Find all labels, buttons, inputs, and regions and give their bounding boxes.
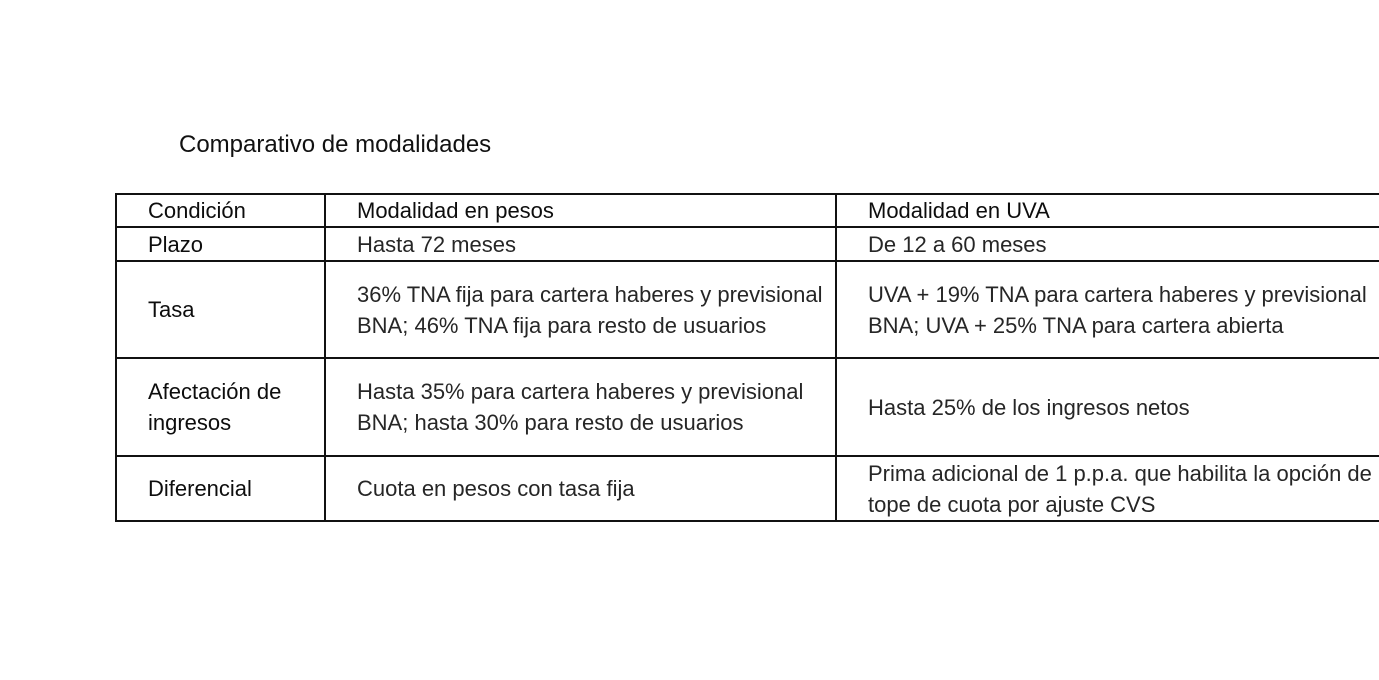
cell-diferencial-uva: Prima adicional de 1 p.p.a. que habilita la opción de tope de cuota por ajuste CVS [836,456,1379,521]
row-label-diferencial: Diferencial [116,456,325,521]
table-header-row [116,194,1379,227]
table-row [116,261,1379,358]
row-label-afectacion: Afectación de ingresos [116,358,325,456]
row-label-tasa: Tasa [116,261,325,358]
page-title: Comparativo de modalidades [179,131,492,158]
row-label-plazo: Plazo [116,227,325,261]
header-condicion: Condición [116,194,325,227]
cell-afectacion-uva: Hasta 25% de los ingresos netos [836,358,1379,456]
table-row [116,358,1379,456]
table-row [116,456,1379,521]
comparison-table [115,193,1379,522]
table-row [116,227,1379,261]
cell-tasa-uva: UVA + 19% TNA para cartera haberes y previsional BNA; UVA + 25% TNA para cartera abierta [836,261,1379,358]
cell-plazo-uva: De 12 a 60 meses [836,227,1379,261]
cell-afectacion-pesos: Hasta 35% para cartera haberes y previsional BNA; hasta 30% para resto de usuarios [325,358,836,456]
cell-tasa-pesos: 36% TNA fija para cartera haberes y previsional BNA; 46% TNA fija para resto de usuarios [325,261,836,358]
header-modalidad-pesos: Modalidad en pesos [325,194,836,227]
header-modalidad-uva: Modalidad en UVA [836,194,1379,227]
cell-diferencial-pesos: Cuota en pesos con tasa fija [325,456,836,521]
cell-plazo-pesos: Hasta 72 meses [325,227,836,261]
